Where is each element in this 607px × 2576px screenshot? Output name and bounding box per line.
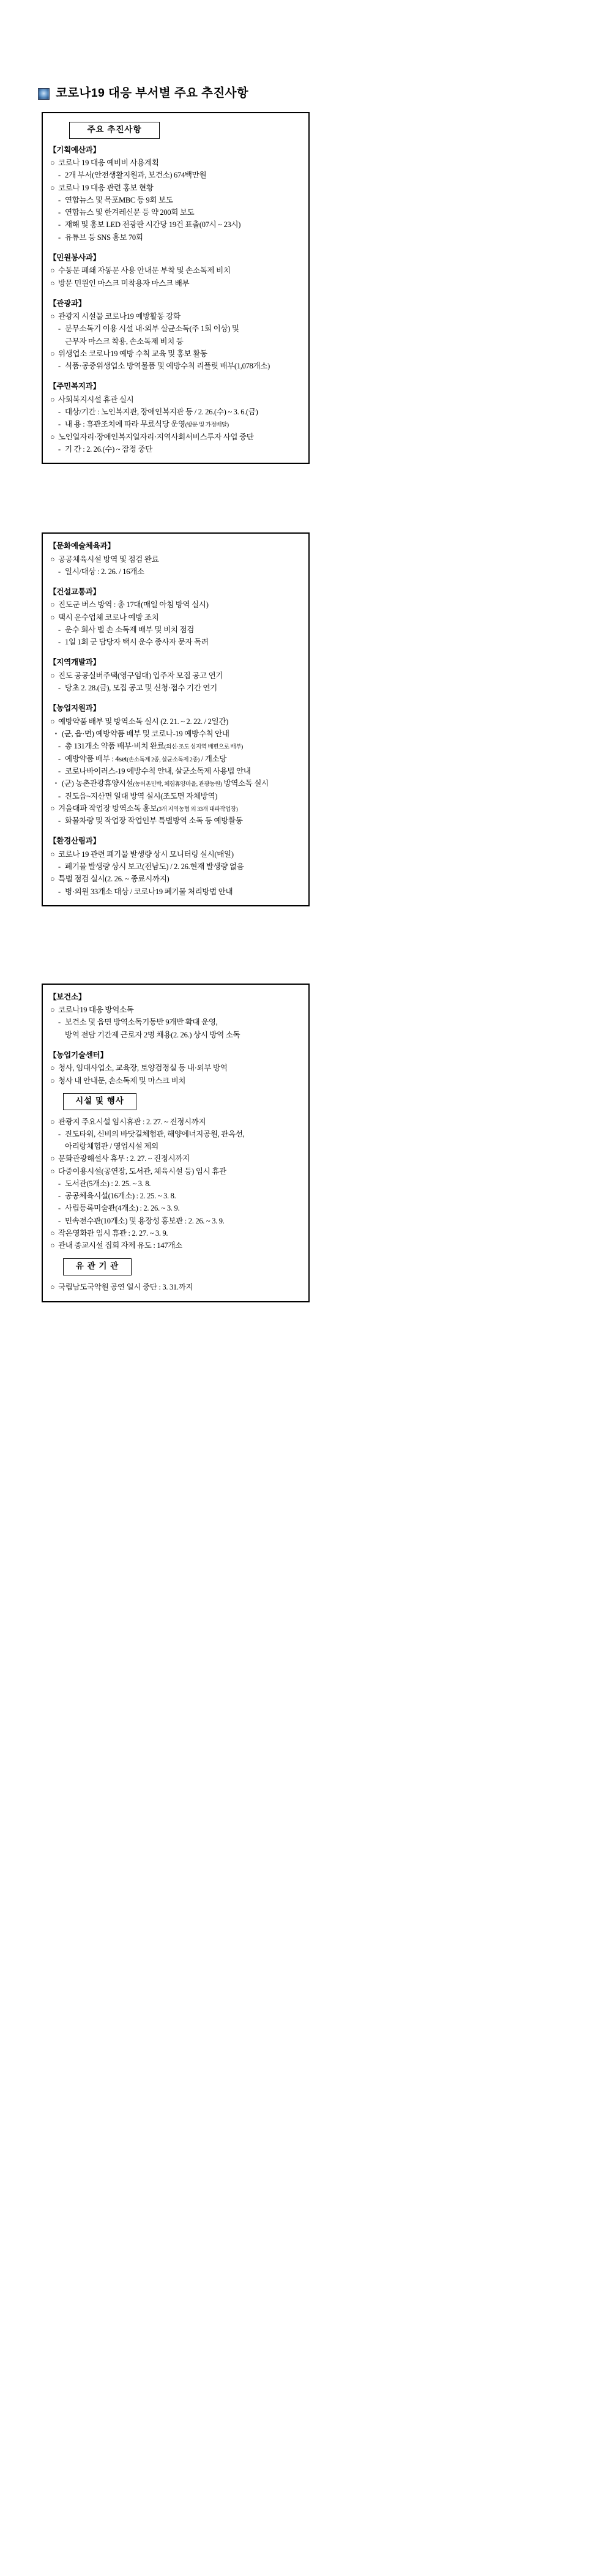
list-item-text: 작은영화관 임시 휴관 : 2. 27. ~ 3. 9. xyxy=(58,1228,168,1238)
list-item-text: 예방약품 배부 : 4set xyxy=(65,754,127,763)
circle-bullet-icon: ○ xyxy=(50,1241,55,1250)
department-heading: 【농업기술센터】 xyxy=(49,1050,108,1059)
section-spacer xyxy=(49,289,302,294)
list-item-text: 국립남도국악원 공연 일시 중단 : 3. 31.까지 xyxy=(58,1283,193,1292)
page-title: 코로나19 대응 부서별 주요 추진사항 xyxy=(56,86,249,100)
circle-bullet-icon: ○ xyxy=(50,849,55,859)
list-item-text: (군, 읍·면) 예방약품 배부 및 코로나-19 예방수칙 안내 xyxy=(62,729,229,738)
list-item-text: 도서관(5개소) : 2. 25. ~ 3. 8. xyxy=(65,1179,151,1188)
department-heading: 【환경산림과】 xyxy=(49,837,100,846)
dash-bullet-icon: - xyxy=(58,420,61,429)
list-item-l2 xyxy=(49,443,302,455)
list-item-text: 보건소 및 읍면 방역소독기동반 9개반 확대 운영, xyxy=(65,1018,218,1027)
list-item-l1 xyxy=(49,348,302,360)
box3-organization-body xyxy=(49,1281,302,1293)
list-item-l1 xyxy=(49,553,302,566)
department-heading: 【지역개발과】 xyxy=(49,658,100,667)
circle-bullet-icon: ○ xyxy=(50,1283,55,1292)
list-item-text: 분무소독기 이용 시설 내·외부 살균소독(주 1회 이상) 및 xyxy=(65,324,239,334)
list-item-text: 사회복지시설 휴관 실시 xyxy=(58,395,134,404)
list-item-l2 xyxy=(49,1215,302,1227)
blue-square-bullet-icon xyxy=(38,88,50,100)
list-item-l1 xyxy=(49,1227,302,1239)
list-item-l2 xyxy=(49,566,302,578)
list-item-l1 xyxy=(49,1116,302,1128)
list-item-l2 xyxy=(49,682,302,694)
dash-bullet-icon: - xyxy=(58,1179,61,1188)
list-item-text: (군) 농촌관광휴양시설 xyxy=(62,779,133,788)
circle-bullet-icon: ○ xyxy=(50,1228,55,1238)
list-item-l2 xyxy=(49,765,302,777)
list-item-l1 xyxy=(49,310,302,323)
list-item-text: 내 용 : 휴관조치에 따라 무료식당 운영 xyxy=(65,420,185,429)
section-spacer xyxy=(49,648,302,652)
list-item-l2 xyxy=(49,418,302,430)
list-item-text: 코로나 19 관련 폐기물 발생량 상시 모니터링 실시(매일) xyxy=(58,849,234,859)
department-heading: 【건설교통과】 xyxy=(49,588,100,597)
dash-bullet-icon: - xyxy=(58,887,61,896)
list-item-text: 코로나19 대응 방역소독 xyxy=(58,1006,134,1015)
dash-bullet-icon: - xyxy=(58,233,61,242)
list-item-l1 xyxy=(49,1165,302,1178)
main-section-label: 주요 추진사항 xyxy=(69,122,160,139)
list-item-text: 연합뉴스 및 목포MBC 등 9회 보도 xyxy=(65,195,173,204)
list-item-l1 xyxy=(49,1281,302,1293)
circle-bullet-icon: ○ xyxy=(50,554,55,564)
section-spacer xyxy=(49,827,302,831)
list-item-l2 xyxy=(49,218,302,231)
list-item-l2c xyxy=(49,1140,302,1152)
list-item-l2 xyxy=(49,1202,302,1214)
section-spacer xyxy=(49,694,302,698)
list-item-text: 코로나 19 대응 예비비 사용계획 xyxy=(58,159,159,168)
dash-bullet-icon: - xyxy=(58,754,61,763)
circle-bullet-icon: ○ xyxy=(50,278,55,288)
square-bullet-icon: ▪ xyxy=(55,730,57,736)
list-item-text: 진도읍~지산면 일대 방역 실시(조도면 자체방역) xyxy=(65,791,218,801)
list-item-l1 xyxy=(49,1239,302,1252)
list-item-annotation: (방문 및 가정배달) xyxy=(185,422,229,429)
list-item-text: 공공체육시설 방역 및 점검 완료 xyxy=(58,554,159,564)
organization-section-label: 유 관 기 관 xyxy=(63,1258,132,1275)
list-item-text: 관광지 시설물 코로나19 예방활동 강화 xyxy=(58,312,181,321)
list-item-annotation: (손소독제 2종, 살균소독제 2종) xyxy=(127,756,199,763)
list-item-l1 xyxy=(49,431,302,443)
content-box-3 xyxy=(42,984,310,1302)
circle-bullet-icon: ○ xyxy=(50,1117,55,1126)
list-item-text: 청사, 임대사업소, 교육장, 토양검정실 등 내·외부 방역 xyxy=(58,1064,228,1073)
circle-bullet-icon: ○ xyxy=(50,395,55,404)
list-item-text: 재해 및 홍보 LED 전광판 시간당 19건 표출(07시 ~ 23시) xyxy=(65,220,241,230)
department-heading: 【기획예산과】 xyxy=(49,145,100,154)
list-item-text: 2개 부서(안전생활지원과, 보건소) 674백만원 xyxy=(65,171,207,180)
section-spacer xyxy=(49,578,302,582)
dash-bullet-icon: - xyxy=(58,791,61,801)
list-item-l2 xyxy=(49,753,302,765)
list-item-l1 xyxy=(49,182,302,194)
list-item-text: 청사 내 안내문, 손소독제 및 마스크 비치 xyxy=(58,1076,186,1085)
circle-bullet-icon: ○ xyxy=(50,432,55,441)
dash-bullet-icon: - xyxy=(58,766,61,775)
facility-section-label: 시설 및 행사 xyxy=(63,1093,136,1110)
circle-bullet-icon: ○ xyxy=(50,183,55,192)
list-item-text: 기 간 : 2. 26.(수) ~ 잠정 중단 xyxy=(65,444,153,454)
list-item-text: 사립등록미술관(4개소) : 2. 26. ~ 3. 9. xyxy=(65,1204,180,1213)
section-spacer xyxy=(49,1041,302,1045)
list-item-l1 xyxy=(49,1004,302,1016)
list-item-l1 xyxy=(49,599,302,611)
list-item-l1 xyxy=(49,611,302,624)
dash-bullet-icon: - xyxy=(58,1204,61,1213)
circle-bullet-icon: ○ xyxy=(50,613,55,622)
list-item-text: 택시 운수업체 코로나 예방 조치 xyxy=(58,613,159,622)
list-item-l2 xyxy=(49,886,302,898)
section-spacer xyxy=(49,372,302,376)
circle-bullet-icon: ○ xyxy=(50,266,55,275)
list-item-text: 관내 종교시설 집회 자제 유도 : 147개소 xyxy=(58,1241,182,1250)
list-item-annotation: (농어촌민박, 체험휴양마을, 관광농원) xyxy=(133,782,222,788)
circle-bullet-icon: ○ xyxy=(50,349,55,358)
list-item-l1s xyxy=(49,777,302,790)
list-item-text: 식품·공중위생업소 방역물품 및 예방수칙 리플릿 배부(1,078개소) xyxy=(65,362,270,371)
list-item-text: 방역 전담 기간제 근로자 2명 채용(2. 26.) 상시 방역 소독 xyxy=(65,1030,240,1039)
circle-bullet-icon: ○ xyxy=(50,1006,55,1015)
page-break-2 xyxy=(0,906,607,984)
list-item-text: 노인일자리·장애인복지일자리·지역사회서비스투자 사업 중단 xyxy=(58,432,254,441)
department-heading: 【관광과】 xyxy=(49,299,86,308)
list-item-text: 특별 점검 실시(2. 26. ~ 종료시까지) xyxy=(58,875,169,884)
dash-bullet-icon: - xyxy=(58,567,61,576)
square-bullet-icon: ▪ xyxy=(55,780,57,786)
list-item-text: 민속전수관(10개소) 및 용장성 홍보관 : 2. 26. ~ 3. 9. xyxy=(65,1216,225,1225)
list-item-l1 xyxy=(49,394,302,406)
circle-bullet-icon: ○ xyxy=(50,804,55,813)
list-item-text: 코로나 19 대응 관련 홍보 현황 xyxy=(58,183,154,192)
list-item-l1 xyxy=(49,715,302,728)
list-item-l1 xyxy=(49,873,302,885)
list-item-l1 xyxy=(49,848,302,861)
dash-bullet-icon: - xyxy=(58,208,61,217)
list-item-text: 일시/대상 : 2. 26. / 16개소 xyxy=(65,567,144,576)
list-item-l2 xyxy=(49,1178,302,1190)
list-item-l2 xyxy=(49,624,302,636)
list-item-text: 화물차량 및 작업장 작업인부 특별방역 소독 등 예방활동 xyxy=(65,816,243,826)
dash-bullet-icon: - xyxy=(58,1216,61,1225)
list-item-text: 수동문 폐쇄 자동문 사용 안내문 부착 및 손소독제 비치 xyxy=(58,266,231,275)
page-title-row xyxy=(0,0,607,106)
list-item-l1 xyxy=(49,1062,302,1074)
list-item-l2 xyxy=(49,169,302,181)
list-item-l2 xyxy=(49,323,302,335)
content-box-1 xyxy=(42,112,310,464)
list-item-text: 코로나바이러스-19 예방수칙 안내, 살균소독제 사용법 안내 xyxy=(65,766,251,775)
dash-bullet-icon: - xyxy=(58,195,61,204)
list-item-text: 연합뉴스 및 한겨레신문 등 약 200회 보도 xyxy=(65,208,195,217)
dash-bullet-icon: - xyxy=(58,625,61,634)
dash-bullet-icon: - xyxy=(58,1018,61,1027)
circle-bullet-icon: ○ xyxy=(50,717,55,726)
list-item-text: 겨울대파 작업장 방역소독 홍보 xyxy=(58,804,157,813)
list-item-l2 xyxy=(49,1190,302,1202)
list-item-text: 공공체육시설(16개소) : 2. 25. ~ 3. 8. xyxy=(65,1192,176,1201)
list-item-text: 진도타워, 신비의 바닷길체험관, 해양에너지공원, 관옥선, xyxy=(65,1129,245,1138)
list-item-text: 다중이용시설(공연장, 도서관, 체육시설 등) 임시 휴관 xyxy=(58,1167,226,1176)
list-item-text: 예방약품 배부 및 방역소독 실시 (2. 21. ~ 2. 22. / 2일간) xyxy=(58,717,229,726)
dash-bullet-icon: - xyxy=(58,408,61,417)
list-item-l2 xyxy=(49,231,302,244)
dash-bullet-icon: - xyxy=(58,742,61,751)
list-item-l2 xyxy=(49,740,302,752)
list-item-l2 xyxy=(49,861,302,873)
list-item-l2 xyxy=(49,194,302,206)
box2-body xyxy=(49,540,302,898)
dash-bullet-icon: - xyxy=(58,362,61,371)
dash-bullet-icon: - xyxy=(58,1192,61,1201)
content-box-2 xyxy=(42,532,310,906)
dash-bullet-icon: - xyxy=(58,638,61,647)
page-break-1 xyxy=(0,464,607,532)
list-item-l1 xyxy=(49,670,302,682)
list-item-l1s xyxy=(49,728,302,740)
bottom-margin xyxy=(0,1302,607,1376)
list-item-text: 위생업소 코로나19 예방 수칙 교육 및 홍보 활동 xyxy=(58,349,207,358)
circle-bullet-icon: ○ xyxy=(50,1064,55,1073)
list-item-text: 근무자 마스크 착용, 손소독제 비치 등 xyxy=(65,337,184,346)
department-heading: 【주민복지과】 xyxy=(49,382,100,391)
circle-bullet-icon: ○ xyxy=(50,1167,55,1176)
department-heading: 【농업지원과】 xyxy=(49,704,100,713)
list-item-l2 xyxy=(49,206,302,218)
list-item-text: 방문 민원인 마스크 미착용자 마스크 배부 xyxy=(58,278,190,288)
list-item-text-after: / 개소당 xyxy=(199,754,227,763)
circle-bullet-icon: ○ xyxy=(50,671,55,680)
list-item-l2 xyxy=(49,1128,302,1140)
list-item-l2 xyxy=(49,636,302,648)
list-item-text: 문화관광해설사 휴무 : 2. 27. ~ 진정시까지 xyxy=(58,1154,190,1163)
list-item-l2c xyxy=(49,1029,302,1041)
list-item-text-after: 방역소독 실시 xyxy=(222,779,269,788)
department-heading: 【보건소】 xyxy=(49,992,86,1001)
box1-body xyxy=(49,144,302,455)
list-item-l1 xyxy=(49,802,302,815)
list-item-annotation: (3개 지역농협 외 33개 대파작업장) xyxy=(157,806,238,813)
list-item-l1 xyxy=(49,157,302,169)
dash-bullet-icon: - xyxy=(58,684,61,693)
list-item-l1 xyxy=(49,1075,302,1087)
circle-bullet-icon: ○ xyxy=(50,312,55,321)
list-item-text: 유튜브 등 SNS 홍보 70회 xyxy=(65,233,143,242)
list-item-l2c xyxy=(49,335,302,348)
list-item-annotation: (의신·조도 섬지역 배편으로 배부) xyxy=(164,744,243,751)
circle-bullet-icon: ○ xyxy=(50,600,55,610)
box3-facility-body xyxy=(49,1116,302,1252)
dash-bullet-icon: - xyxy=(58,171,61,180)
list-item-text: 1일 1회 군 담당자 택시 운수 종사자 문자 독려 xyxy=(65,638,209,647)
list-item-text: 병·의원 33개소 대상 / 코로나19 폐기물 처리방법 안내 xyxy=(65,887,233,896)
circle-bullet-icon: ○ xyxy=(50,1154,55,1163)
list-item-l2 xyxy=(49,360,302,372)
dash-bullet-icon: - xyxy=(58,220,61,230)
list-item-l1 xyxy=(49,1152,302,1165)
dash-bullet-icon: - xyxy=(58,1129,61,1138)
dash-bullet-icon: - xyxy=(58,324,61,334)
dash-bullet-icon: - xyxy=(58,816,61,826)
list-item-text: 진도군 버스 방역 : 총 17대(매일 아침 방역 실시) xyxy=(58,600,209,610)
list-item-l2 xyxy=(49,815,302,827)
list-item-l1 xyxy=(49,277,302,289)
department-heading: 【문화예술체육과】 xyxy=(49,542,115,551)
list-item-l2 xyxy=(49,406,302,418)
list-item-l1 xyxy=(49,264,302,277)
list-item-l2 xyxy=(49,790,302,802)
list-item-text: 폐기물 발생량 상시 보고(전남도) / 2. 26.현재 발생량 없음 xyxy=(65,862,244,872)
dash-bullet-icon: - xyxy=(58,444,61,454)
section-spacer xyxy=(49,244,302,248)
list-item-text: 아리랑체험관 / 영업시설 제외 xyxy=(65,1142,158,1151)
list-item-text: 대상/기간 : 노인복지관, 장애인복지관 등 / 2. 26.(수) ~ 3. 6.(금) xyxy=(65,408,258,417)
list-item-l2 xyxy=(49,1016,302,1028)
list-item-text: 총 131개소 약품 배부·비치 완료 xyxy=(65,742,165,751)
list-item-text: 관광지 주요시설 임시휴관 : 2. 27. ~ 진정시까지 xyxy=(58,1117,206,1126)
circle-bullet-icon: ○ xyxy=(50,875,55,884)
list-item-text: 당초 2. 28.(금), 모집 공고 및 신청·접수 기간 연기 xyxy=(65,684,217,693)
box3-body xyxy=(49,991,302,1087)
dash-bullet-icon: - xyxy=(58,862,61,872)
circle-bullet-icon: ○ xyxy=(50,159,55,168)
department-heading: 【민원봉사과】 xyxy=(49,253,100,262)
list-item-text: 운수 회사 별 손 소독제 배부 및 비치 점검 xyxy=(65,625,195,634)
circle-bullet-icon: ○ xyxy=(50,1076,55,1085)
list-item-text: 진도 공공실버주택(영구임대) 입주자 모집 공고 연기 xyxy=(58,671,223,680)
